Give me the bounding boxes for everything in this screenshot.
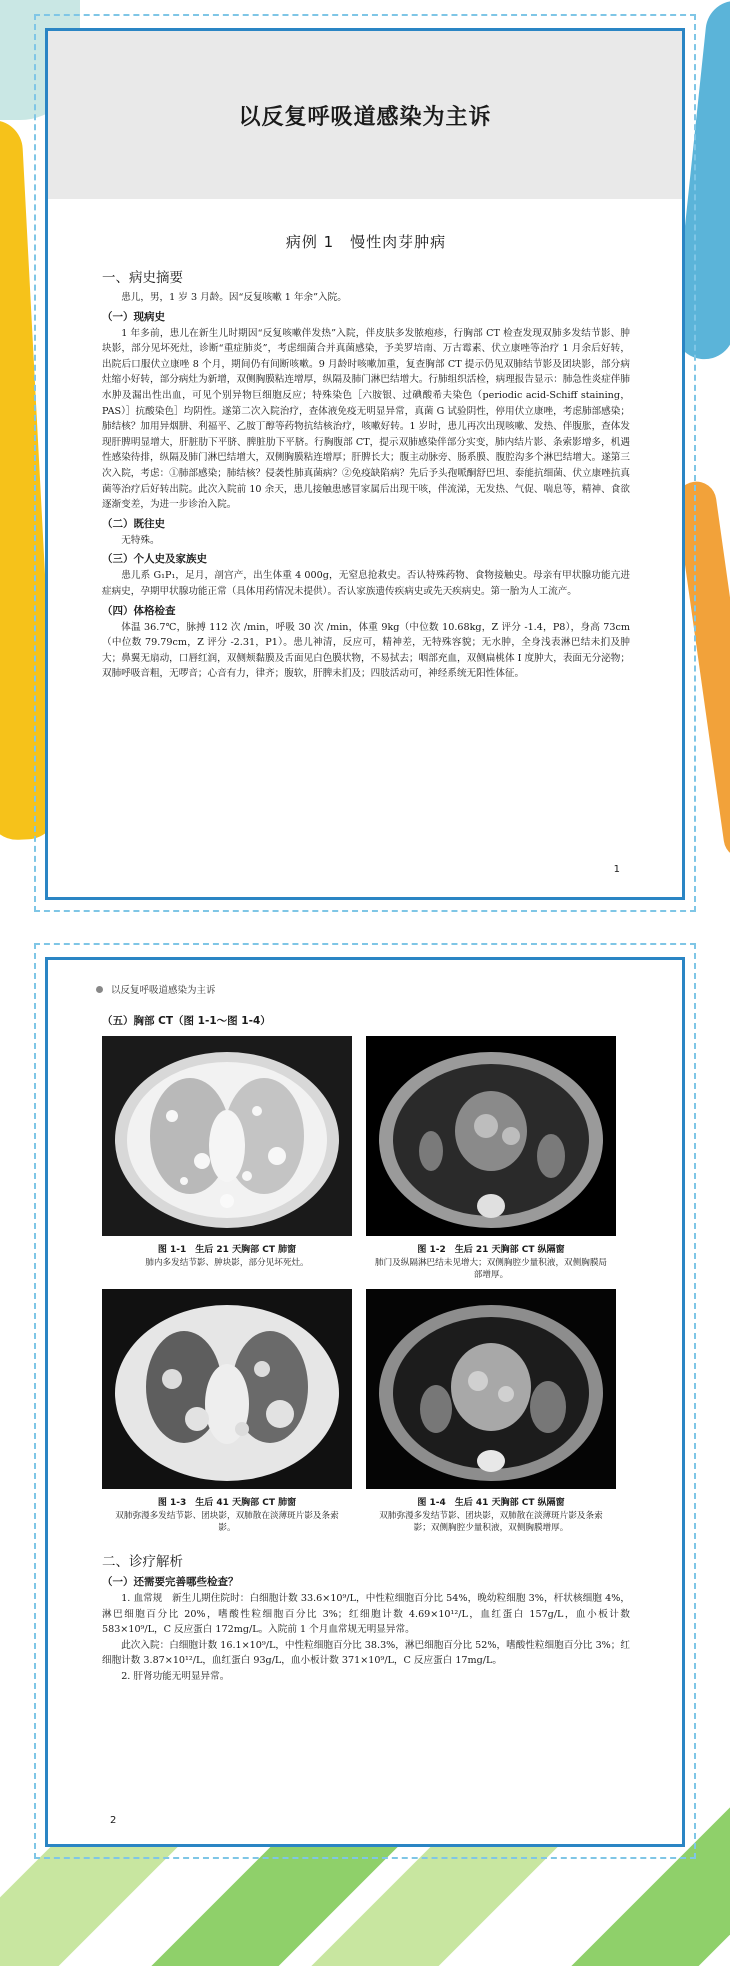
past-history-paragraph: 无特殊。 [121, 534, 160, 546]
blood-routine-paragraph-2: 此次入院：白细胞计数 16.1×10⁹/L，中性粒细胞百分比 38.3%，淋巴细胞百分比 52%，嗜酸性粒细胞百分比 3%；红细胞计数 3.87×10¹²/L，血红蛋白 93g/L，血小板计数 371×10⁹/L，C 反应蛋白 17mg/L。 [102, 1639, 630, 1667]
bullet-dot-icon [96, 986, 103, 993]
section-history-title: 一、病史摘要 [102, 270, 183, 286]
present-history-paragraph: 1 年多前，患儿在新生儿时期因“反复咳嗽伴发热”入院，伴皮肤多发脓疱疹，行胸部 CT 检查发现双肺多发结节影、肿块影，部分见坏死灶，诊断“重症肺炎”，考虑细菌合并真菌感染，予美罗培南、万古霉素、伏立康唑等治疗 1 月余后好转，出院后口服伏立康唑 8 个月，期间仍有间断咳嗽。9 月龄时咳嗽加重，复查胸部 CT 提示仍见双肺结节影及团块影，部分病灶缩小好转，部分病灶为新增，双侧胸膜粘连增厚，纵隔及肺门淋巴结增大。行肺组织活检，病理报告显示：肺急性炎症伴肺水肿及漏出性出血，可见个别异物巨细胞反应；特殊染色［六胺银、过碘酸希夫染色（periodic acid-Schiff staining，PAS）］抗酸染色］均阴性。遂第二次入院治疗，查体液免疫无明显异常，真菌 G 试验阴性，停用伏立康唑，考虑肺部感染；肺结核？加用异烟肼、利福平、乙胺丁醇等药物抗结核治疗，咳嗽好转。1 岁时，患儿再次出现咳嗽、发热、伴腹胀，查体发现肝脾明显增大，肝脏肋下平脐、脾脏肋下平脐。行胸腹部 CT，提示双肺感染伴部分实变，肺内结片影、条索影增多，机遇性感染待排，纵隔及肺门淋巴结增大，双侧胸膜粘连增厚；肝脾长大；腹主动脉旁、肠系膜、腹腔沟多个淋巴结增大。遂第三次入院，考虑：①肺部感染；肺结核？侵袭性肺真菌病？②免疫缺陷病？先后予头孢哌酮舒巴坦、泰能抗细菌、伏立康唑抗真菌等治疗后好转出院。此次入院前 10 余天，患儿接触患感冒家属后出现干咳，伴流涕，无发热、气促、喘息等，精神、食欲逐渐变差，为进一步诊治入院。 [102, 327, 630, 511]
intro-paragraph: 患儿，男，1 岁 3 月龄。因“反复咳嗽 1 年余”入院。 [121, 292, 347, 303]
page2-body [102, 1010, 630, 1685]
figure-1-4-caption: 图 1-4 生后 41 天胸部 CT 纵隔窗 [417, 1498, 565, 1508]
sub-further-tests: （一）还需要完善哪些检查？ [102, 1576, 239, 1588]
figure-1-2 [366, 1036, 616, 1281]
figure-1-1-description: 肺内多发结节影、肿块影，部分见坏死灶。 [145, 1258, 309, 1268]
case-title: 病例 1 慢性肉芽肿病 [285, 233, 447, 251]
page-number-2: 2 [110, 1815, 117, 1826]
sub-personal-history: （三）个人史及家族史 [102, 553, 207, 566]
figure-1-2-description: 肺门及纵隔淋巴结未见增大；双侧胸腔少量积液，双侧胸膜局部增厚。 [374, 1258, 608, 1280]
physical-exam-paragraph: 体温 36.7℃，脉搏 112 次 /min，呼吸 30 次 /min，体重 9kg（中位数 10.68kg，Z 评分 -1.4，P8），身高 73cm（中位数 79.79cm，Z 评分 -2.31，P1）。患儿神清，反应可，精神差，无特殊容貌；无水肿，全身浅表淋巴结未扪及肿大；鼻翼无扇动，口唇红润，双侧颊黏膜及舌面见白色膜状物，不易拭去；咽部充血，双侧扁桃体 I 度肿大，表面无分泌物；双肺呼吸音粗，无啰音；心音有力，律齐；腹软，肝脾未扪及；四肢活动可，神经系统无阳性体征。 [102, 621, 630, 680]
figure-1-1-caption: 图 1-1 生后 21 天胸部 CT 肺窗 [157, 1245, 297, 1255]
page1-body [102, 231, 630, 682]
figure-1-4 [366, 1289, 616, 1534]
figure-1-4-description: 双肺弥漫多发结节影、团块影，双肺散在淡薄斑片影及条索影；双侧胸腔少量积液，双侧胸膜增厚。 [379, 1511, 603, 1533]
page-1 [45, 28, 685, 900]
figure-1-3 [102, 1289, 352, 1534]
page-2 [45, 957, 685, 1847]
ct-image-mediastinal-window-41d [366, 1289, 616, 1489]
liver-kidney-paragraph: 2. 肝肾功能无明显异常。 [121, 1670, 230, 1682]
chapter-title: 以反复呼吸道感染为主诉 [238, 103, 492, 130]
section-diagnosis-title: 二、诊疗解析 [102, 1554, 183, 1570]
running-head-text: 以反复呼吸道感染为主诉 [111, 985, 216, 996]
blood-routine-paragraph-1: 1. 血常规 新生儿期住院时：白细胞计数 33.6×10⁹/L，中性粒细胞百分比 54%，晚幼粒细胞 3%，杆状核细胞 4%，淋巴细胞百分比 20%，嗜酸性粒细胞百分比 3%；红细胞计数 4.69×10¹²/L，血红蛋白 157g/L，血小板计数 583×10⁹/L，C 反应蛋白 172mg/L。入院前 1 个月血常规无明显异常。 [102, 1593, 630, 1636]
figure-1-3-caption: 图 1-3 生后 41 天胸部 CT 肺窗 [157, 1498, 297, 1508]
sub-physical-exam: （四）体格检查 [102, 604, 176, 617]
running-head [96, 982, 216, 996]
ct-figure-grid [102, 1036, 630, 1534]
figure-1-3-description: 双肺弥漫多发结节影、团块影，双肺散在淡薄斑片影及条索影。 [115, 1511, 339, 1533]
page-number: 1 [613, 864, 620, 875]
sub-past-history: （二）既往史 [102, 517, 165, 530]
figure-1-2-caption: 图 1-2 生后 21 天胸部 CT 纵隔窗 [417, 1245, 565, 1255]
chapter-header [48, 31, 682, 199]
ct-image-lung-window [102, 1036, 352, 1236]
sub-present-history: （一）现病史 [102, 310, 165, 323]
ct-image-lung-window-41d [102, 1289, 352, 1489]
ct-image-mediastinal-window [366, 1036, 616, 1236]
personal-history-paragraph: 患儿系 G₁P₁，足月，剖宫产，出生体重 4 000g，无窒息抢救史。否认特殊药物、食物接触史。母亲有甲状腺功能亢进症病史，孕期甲状腺功能正常（具体用药情况未提供）。否认家族遗传疾病史或先天疾病史。第一胎为人工流产。 [102, 570, 630, 597]
sub-chest-ct: （五）胸部 CT（图 1-1～图 1-4） [102, 1015, 271, 1027]
figure-1-1 [102, 1036, 352, 1281]
